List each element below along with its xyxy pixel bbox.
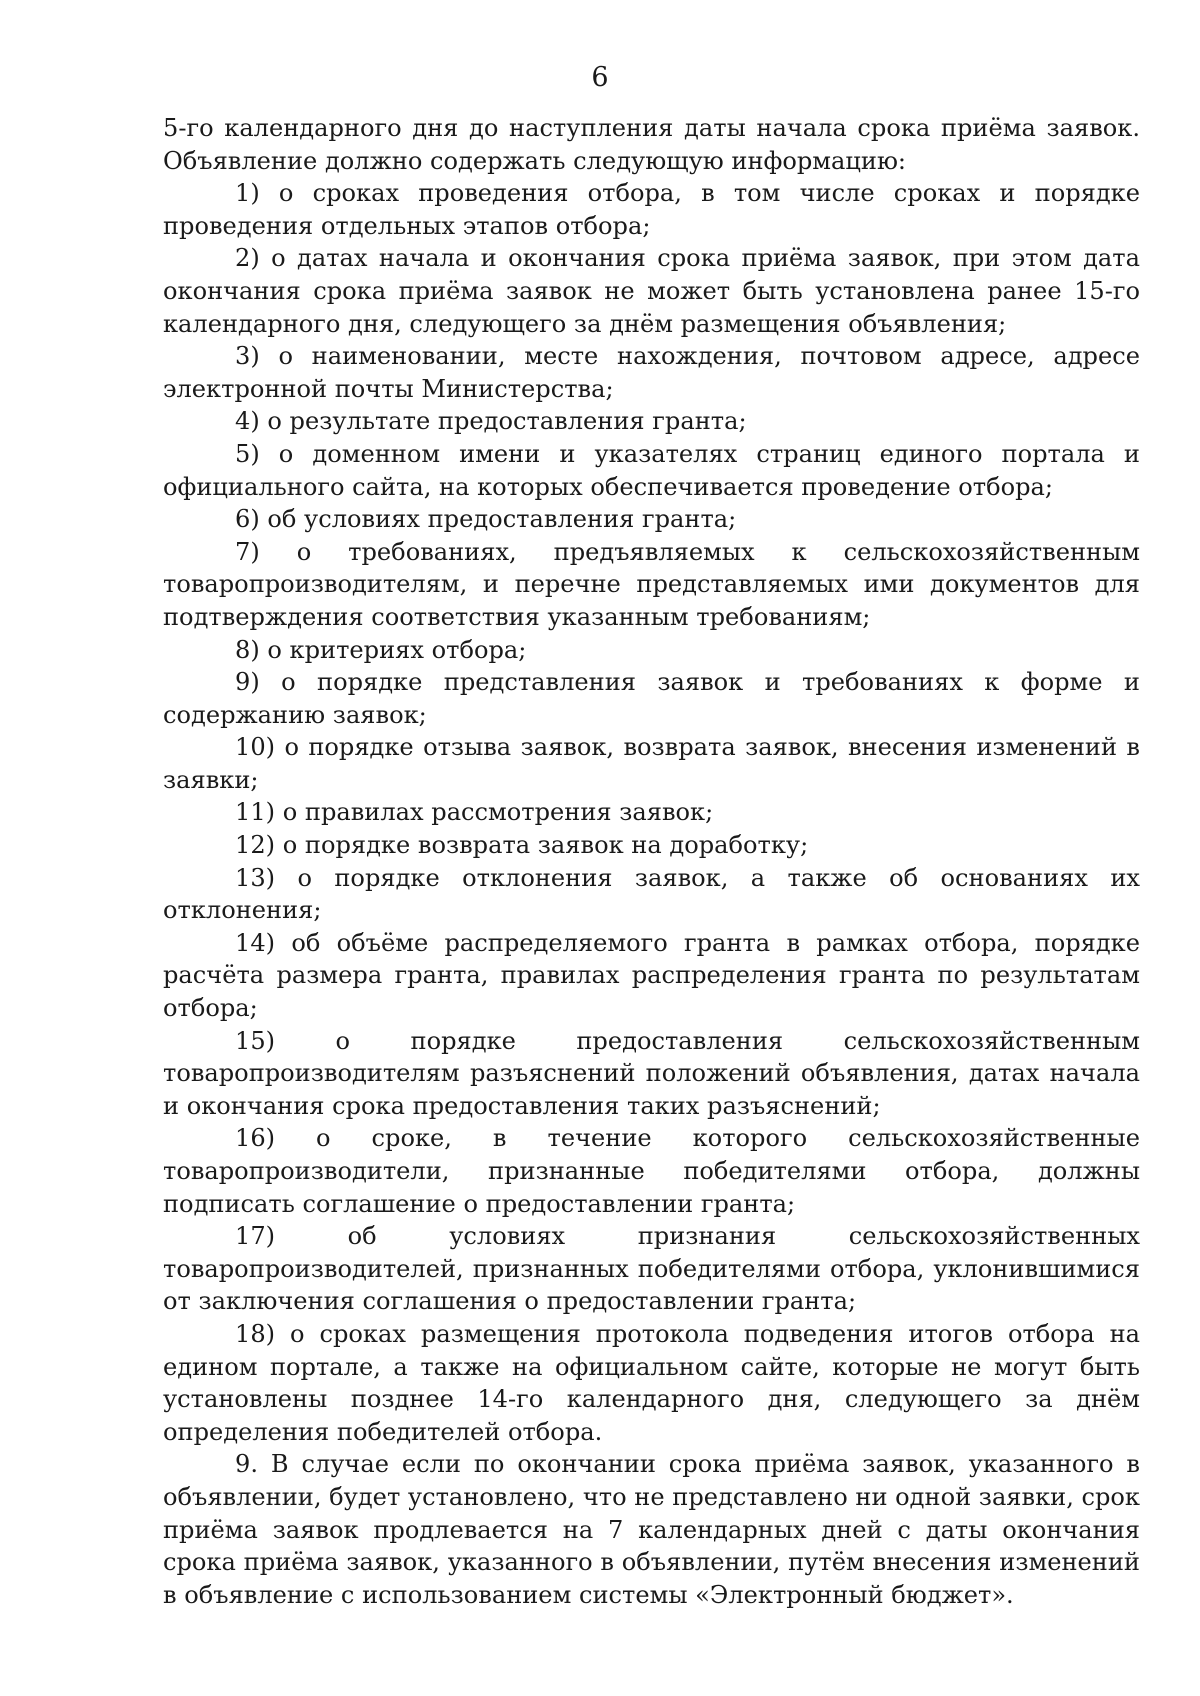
paragraph: 4) о результате предоставления гранта; <box>235 407 747 436</box>
paragraph: 17) об условиях признания сельскохозяйственных товаропроизводителей, признанных победителями отбора, уклонившимися от заключения соглашения о предоставлении гранта; <box>163 1222 1140 1316</box>
paragraph: 3) о наименовании, месте нахождения, почтовом адресе, адресе электронной почты Министерства; <box>163 342 1140 403</box>
paragraph: 9. В случае если по окончании срока приёма заявок, указанного в объявлении, будет установлено, что не представлено ни одной заявки, срок приёма заявок продлевается на 7 календарных дней с даты окончания срока приёма заявок, указанного в объявлении, путём внесения изменений в объявление с использованием системы «Электронный бюджет». <box>163 1450 1140 1609</box>
paragraph: 15) о порядке предоставления сельскохозяйственным товаропроизводителям разъяснений положений объявления, датах начала и окончания срока предоставления таких разъяснений; <box>163 1026 1140 1120</box>
paragraph: 10) о порядке отзыва заявок, возврата заявок, внесения изменений в заявки; <box>163 733 1140 794</box>
paragraph: 8) о критериях отбора; <box>235 635 527 664</box>
paragraph: 13) о порядке отклонения заявок, а также об основаниях их отклонения; <box>163 863 1140 925</box>
page-number: 6 <box>591 62 609 93</box>
paragraph: 5-го календарного дня до наступления даты начала срока приёма заявок. Объявление должно содержать следующую информацию: <box>163 114 1140 175</box>
paragraph: 9) о порядке представления заявок и требованиях к форме и содержанию заявок; <box>163 668 1140 729</box>
paragraph: 1) о сроках проведения отбора, в том числе сроках и порядке проведения отдельных этапов отбора; <box>163 179 1140 240</box>
paragraph: 7) о требованиях, предъявляемых к сельскохозяйственным товаропроизводителям, и перечне представляемых ими документов для подтверждения соответствия указанным требованиям; <box>163 537 1140 631</box>
paragraph: 11) о правилах рассмотрения заявок; <box>235 798 714 827</box>
paragraph: 5) о доменном имени и указателях страниц единого портала и официального сайта, на которых обеспечивается проведение отбора; <box>163 439 1140 501</box>
paragraph: 18) о сроках размещения протокола подведения итогов отбора на едином портале, а также на официальном сайте, которые не могут быть установлены позднее 14-го календарного дня, следующего за днём определения победителей отбора. <box>163 1319 1140 1446</box>
paragraph: 16) о сроке, в течение которого сельскохозяйственные товаропроизводители, признанные победителями отбора, должны подписать соглашение о предоставлении гранта; <box>163 1124 1140 1218</box>
paragraph: 2) о датах начала и окончания срока приёма заявок, при этом дата окончания срока приёма заявок не может быть установлена ранее 15-го календарного дня, следующего за днём размещения объявления; <box>163 244 1140 338</box>
paragraph: 14) об объёме распределяемого гранта в рамках отбора, порядке расчёта размера гранта, правилах распределения гранта по результатам отбора; <box>163 928 1140 1023</box>
paragraph: 6) об условиях предоставления гранта; <box>235 505 737 534</box>
document-body <box>163 112 1140 1611</box>
paragraph: 12) о порядке возврата заявок на доработку; <box>235 831 809 860</box>
